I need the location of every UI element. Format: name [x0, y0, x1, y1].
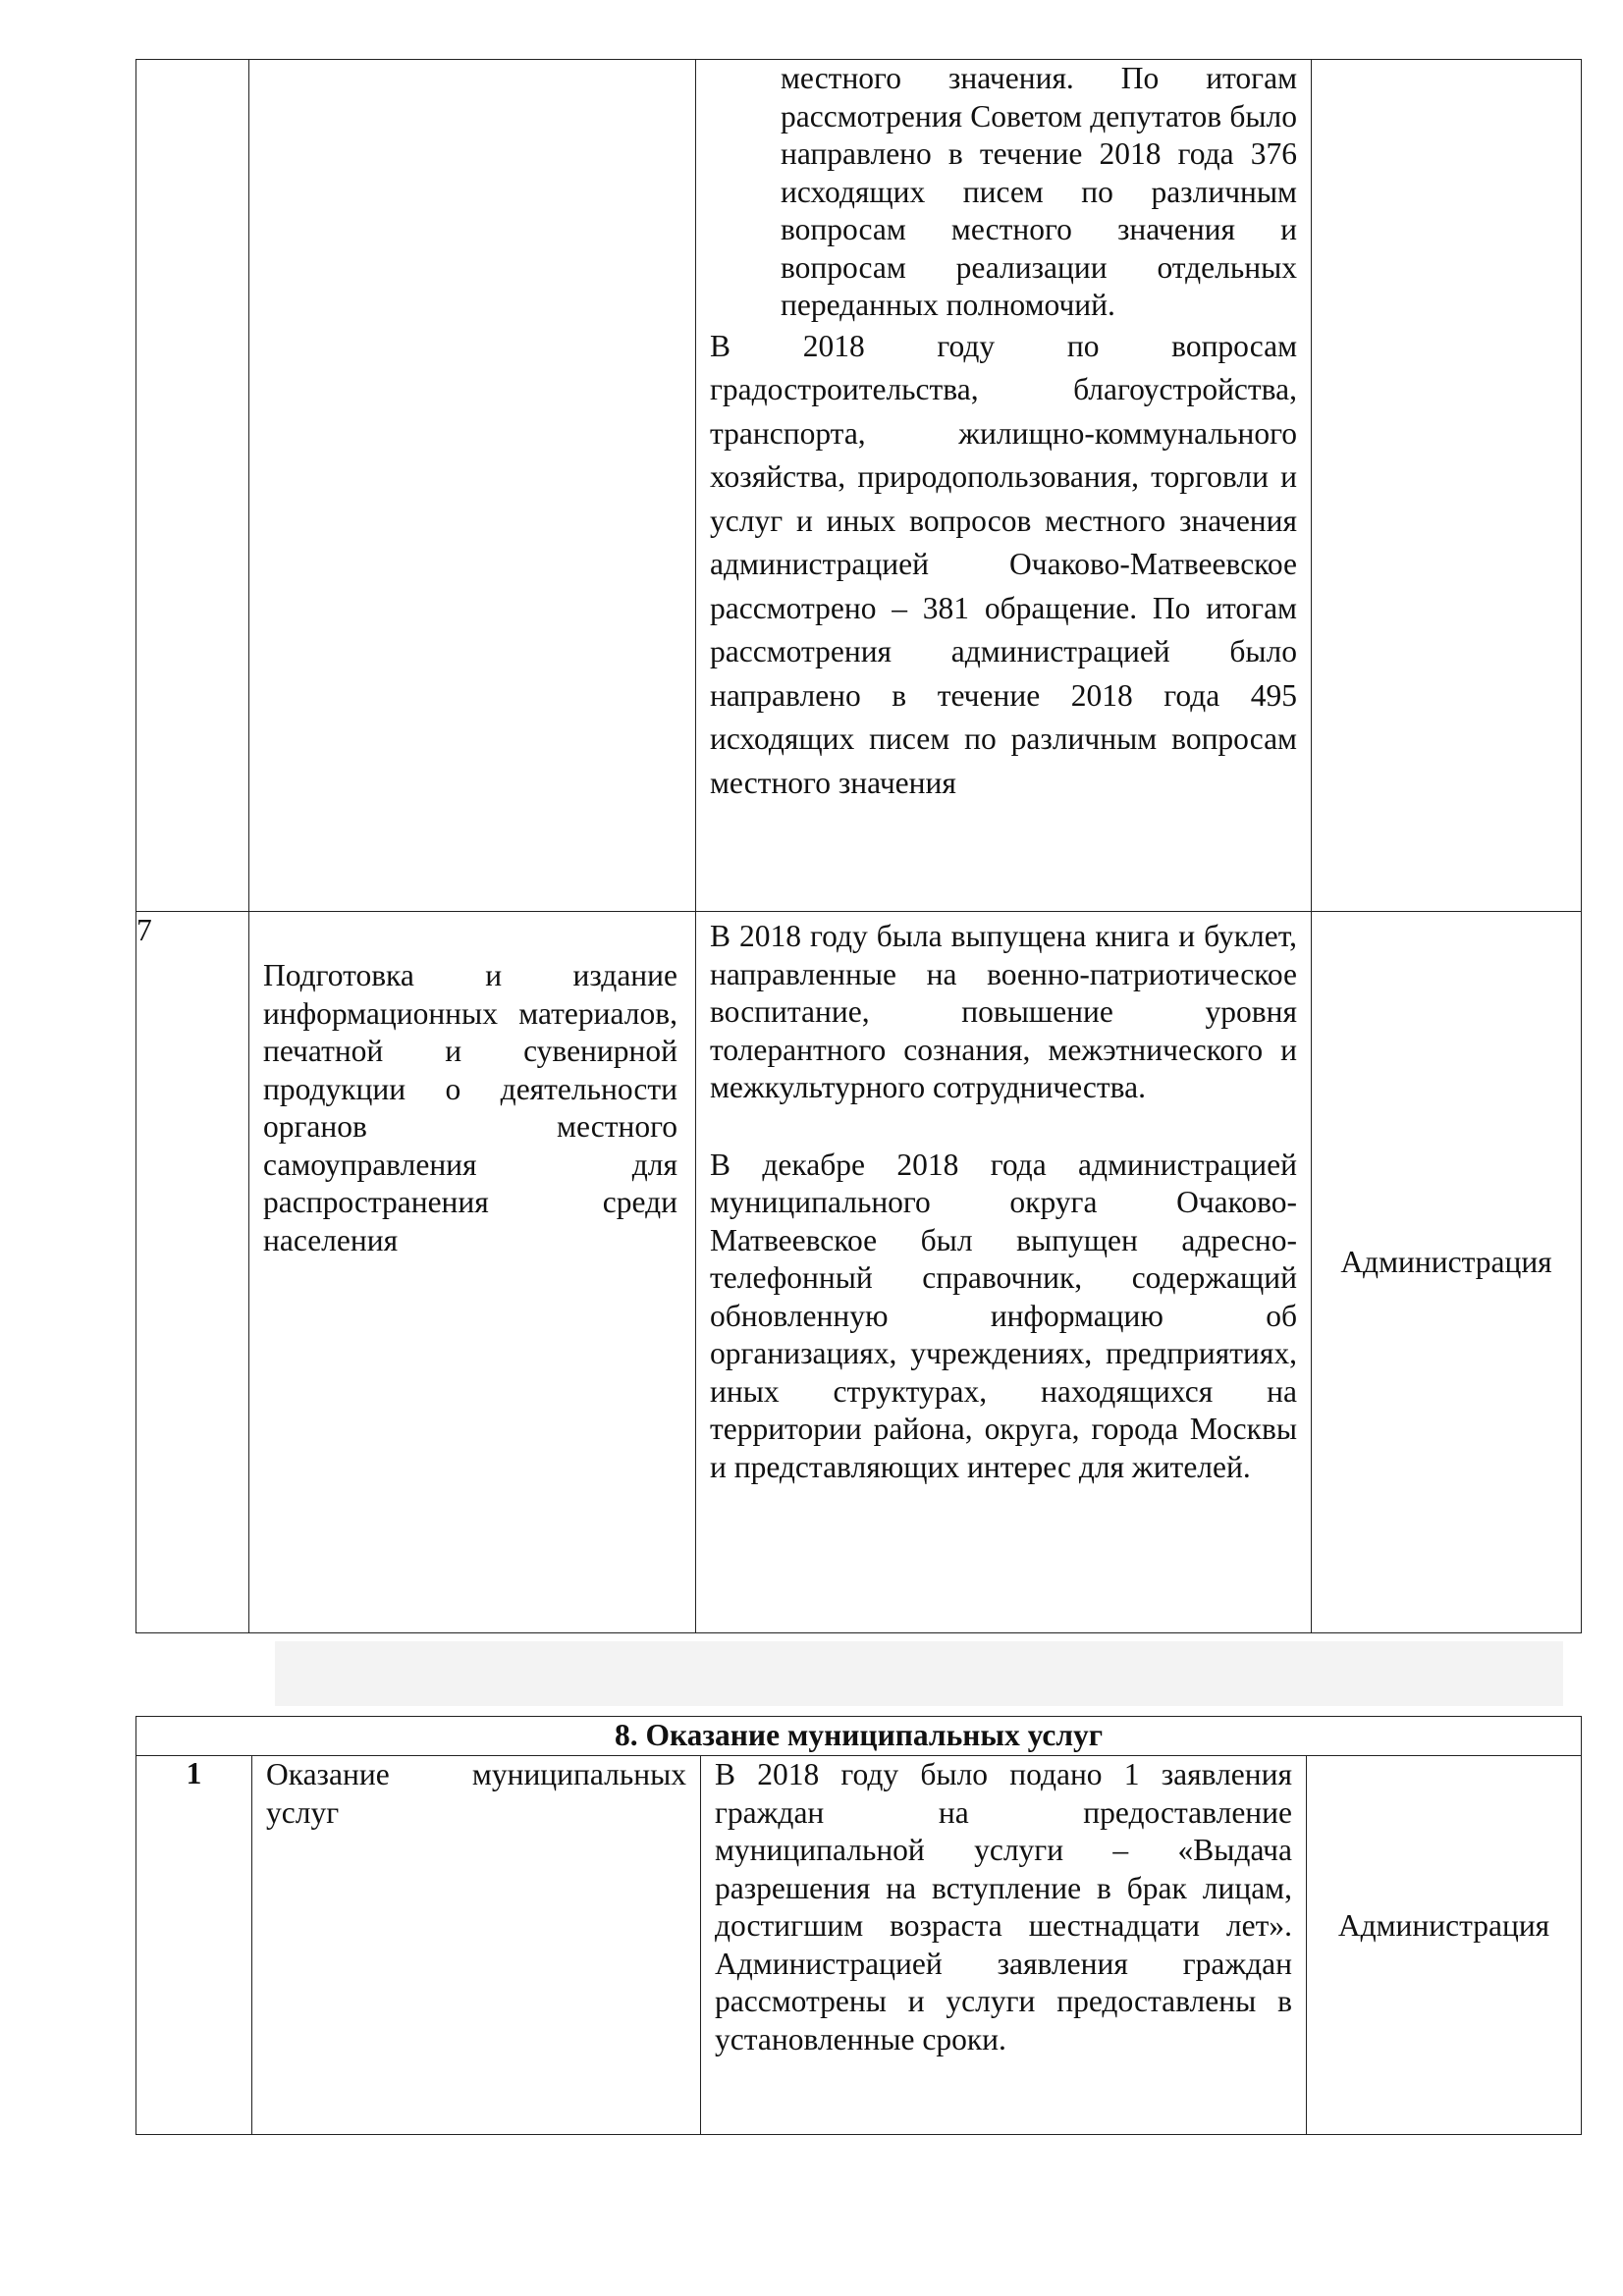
shaded-band: [275, 1641, 1563, 1706]
cell-result: [696, 912, 1312, 1633]
activity-text: Оказание муниципальных услуг: [266, 1757, 686, 1830]
council-result-text: местного значения. По итогам рассмотрения Советом депутатов было направлено в течение 2018 года 376 исходящих писем по различным вопросам местного значения и вопросам реализации отдельных переданных полномочий.: [781, 61, 1297, 322]
cell-num: [136, 60, 249, 912]
cell-responsible: [1312, 60, 1582, 912]
cell-activity: [249, 60, 696, 912]
cell-activity: [249, 912, 696, 1633]
result-paragraph-2: В декабре 2018 года администрацией муниципального округа Очаково-Матвеевское был выпущен адресно-телефонный справочник, содержащий обновленную информацию об организациях, учреждениях, предприятиях, иных структурах, находящихся на территории района, округа, города Москвы и представляющих интерес для жителей.: [710, 1147, 1297, 1484]
result-text: В 2018 году было подано 1 заявления граждан на предоставление муниципальной услуги – «Выдача разрешения на вступление в брак лицам, достигшим возраста шестнадцати лет». Администрацией заявления граждан рассмотрены и услуги предоставлены в установленные сроки.: [715, 1757, 1292, 2056]
admin-result-text: В 2018 году по вопросам градостроительства, благоустройства, транспорта, жилищно-коммунального хозяйства, природопользования, торговли и услуг и иных вопросов местного значения администрацией Очаково-Матвеевское рассмотрено – 381 обращение. По итогам рассмотрения администрацией было направлено в течение 2018 года 495 исходящих писем по различным вопросам местного значения: [710, 328, 1297, 800]
table-row-1: [136, 1756, 1582, 2135]
table-row-7: [136, 912, 1582, 1633]
cell-num: 1: [136, 1756, 252, 2135]
cell-result: [701, 1756, 1307, 2135]
section-title: 8. Оказание муниципальных услуг: [136, 1717, 1582, 1756]
result-paragraph-1: В 2018 году была выпущена книга и буклет, направленные на военно-патриотическое воспитание, повышение уровня толерантного сознания, межэтнического и межкультурного сотрудничества.: [710, 919, 1297, 1104]
table-row-continued: [136, 60, 1582, 912]
cell-result: [696, 60, 1312, 912]
activities-table: [135, 59, 1582, 1633]
cell-responsible: Администрация: [1307, 1756, 1582, 2135]
cell-num: 7: [136, 912, 249, 1633]
cell-responsible: Администрация: [1312, 912, 1582, 1633]
municipal-services-table: [135, 1716, 1582, 2135]
cell-activity: [252, 1756, 701, 2135]
section-header-row: [136, 1717, 1582, 1756]
activity-text: Подготовка и издание информационных материалов, печатной и сувенирной продукции о деятельности органов местного самоуправления для распространения среди населения: [263, 958, 677, 1257]
